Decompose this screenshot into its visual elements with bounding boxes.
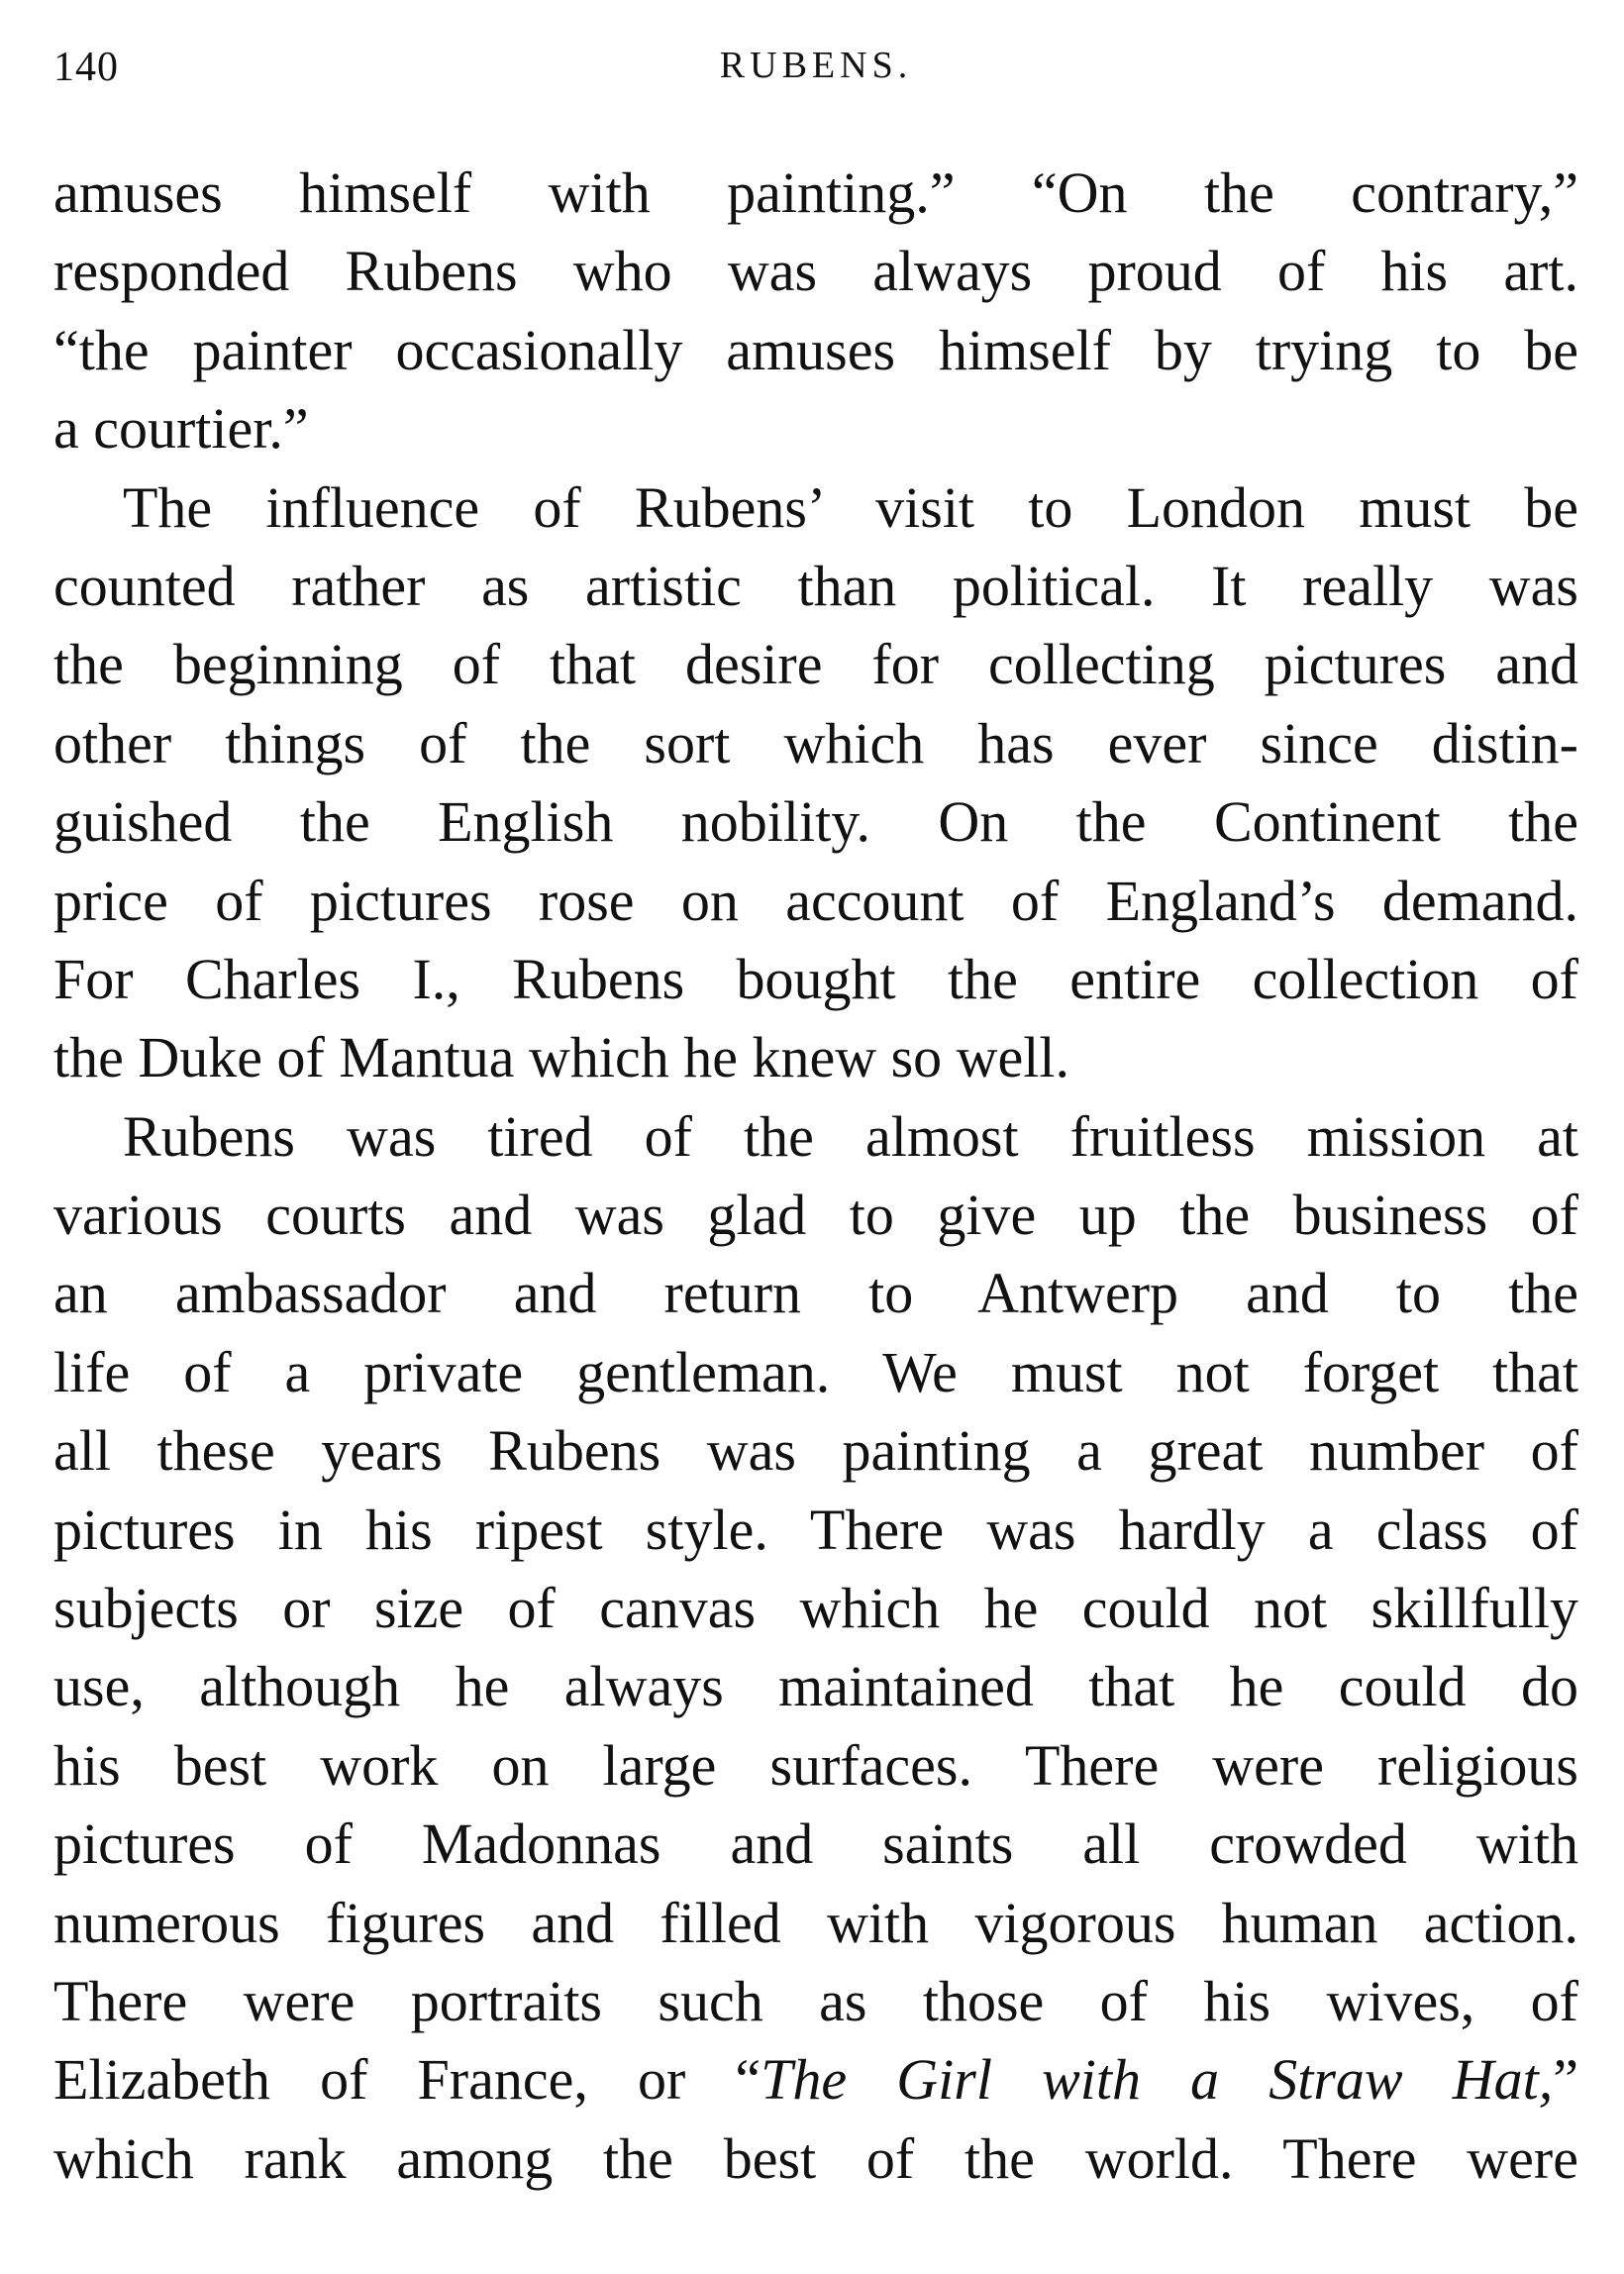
text-line: life of a private gentleman. We must not forget that — [53, 1339, 1578, 1404]
text-line: price of pictures rose on account of England’s demand. — [53, 868, 1578, 933]
text-line: numerous figures and filled with vigorous human action. — [53, 1890, 1578, 1955]
text-line — [53, 2040, 1578, 2119]
painting-title: The Girl with a Straw Hat, — [761, 2047, 1554, 2113]
text-line: counted rather as artistic than political. It really was — [53, 553, 1578, 618]
running-title: RUBENS. — [719, 45, 913, 86]
text-line: all these years Rubens was painting a great number of — [53, 1418, 1578, 1484]
text-line: guished the English nobility. On the Continent the — [53, 789, 1578, 855]
text-line: an ambassador and return to Antwerp and to the — [53, 1261, 1578, 1326]
page-header — [53, 44, 1578, 93]
line-text: Elizabeth of France, or “ — [53, 2047, 761, 2113]
text-line: amuses himself with painting.” “On the contrary,” — [53, 160, 1578, 225]
text-line: “the painter occasionally amuses himself by trying to be — [53, 317, 1578, 382]
text-line: There were portraits such as those of his wives, of — [53, 1968, 1578, 2033]
text-line: the Duke of Mantua which he knew so well. — [53, 1025, 1070, 1090]
paragraph-start-line: The influence of Rubens’ visit to London must be — [123, 474, 1578, 540]
text-line: pictures of Madonnas and saints all crowded with — [53, 1811, 1578, 1877]
text-line: pictures in his ripest style. There was hardly a class of — [53, 1497, 1578, 1562]
text-line: use, although he always maintained that he could do — [53, 1654, 1578, 1719]
closing-quote: ” — [1553, 2047, 1578, 2113]
text-line: a courtier.” — [53, 396, 309, 462]
text-line: which rank among the best of the world. There were — [53, 2125, 1578, 2191]
text-line: his best work on large surfaces. There were religious — [53, 1732, 1578, 1798]
text-line: responded Rubens who was always proud of his art. — [53, 239, 1578, 304]
body-text — [53, 154, 1578, 2198]
paragraph-start-line: Rubens was tired of the almost fruitless mission at — [123, 1103, 1578, 1169]
text-line: various courts and was glad to give up the business of — [53, 1183, 1578, 1248]
text-line: For Charles I., Rubens bought the entire collection of — [53, 946, 1578, 1011]
text-line: subjects or size of canvas which he could not skillfully — [53, 1576, 1578, 1641]
text-line: other things of the sort which has ever since distin- — [53, 710, 1578, 775]
text-line: the beginning of that desire for collecting pictures and — [53, 632, 1578, 697]
page-number: 140 — [53, 45, 119, 90]
